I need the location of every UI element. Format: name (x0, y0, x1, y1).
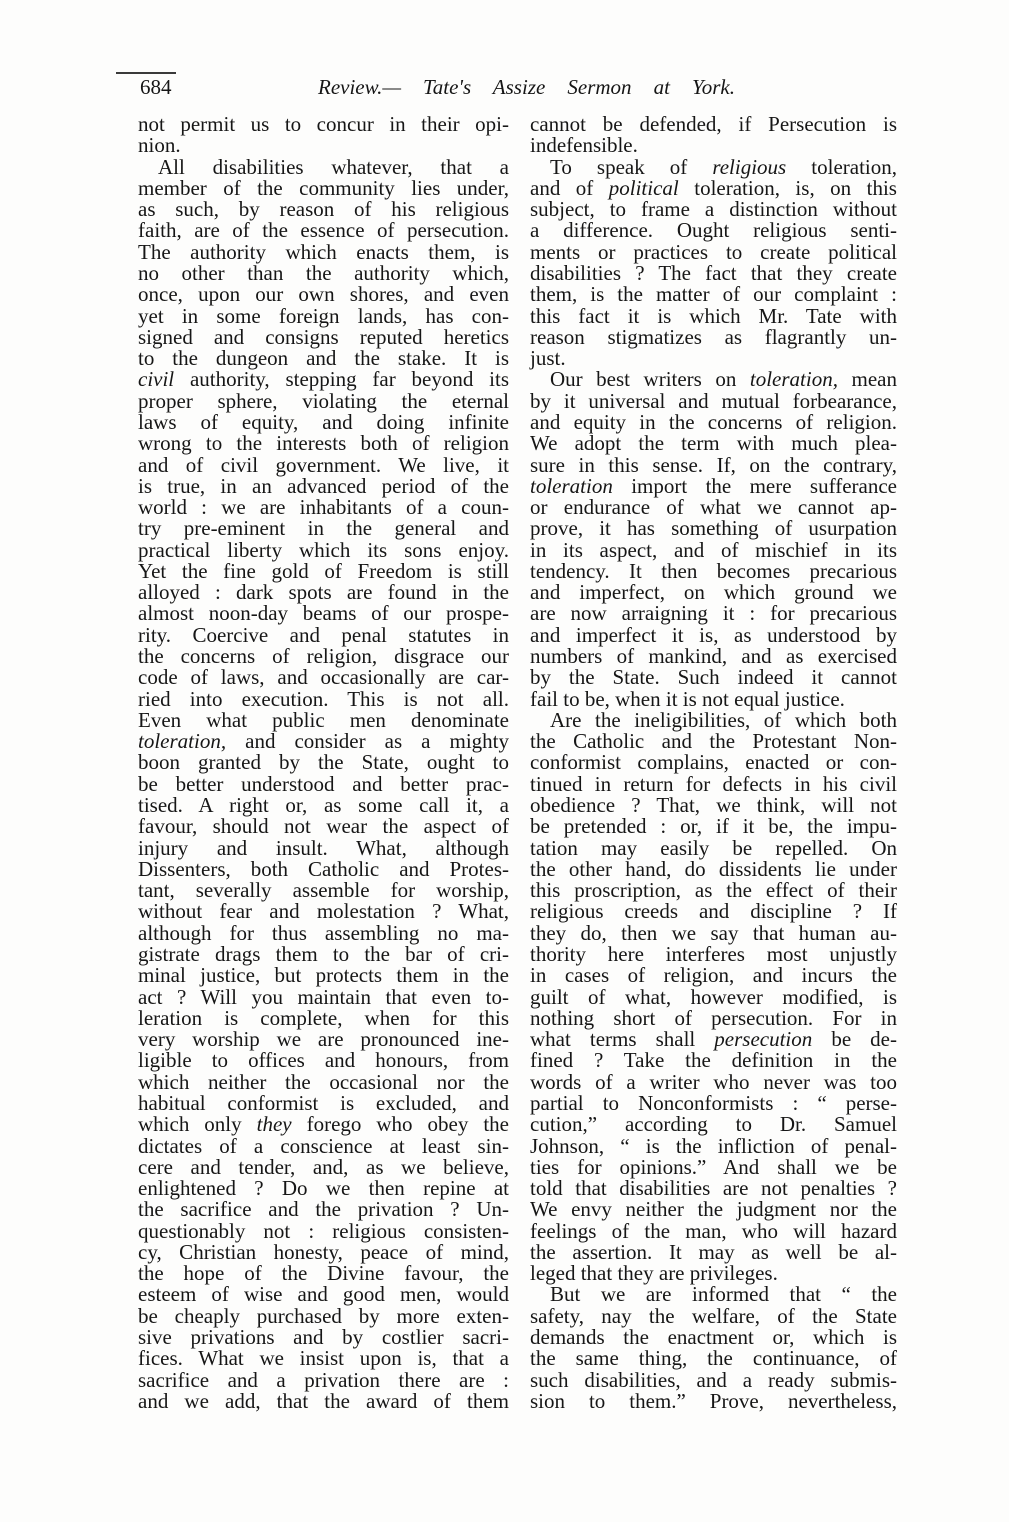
left-column (138, 114, 509, 1412)
text-run: Our best writers on (550, 367, 750, 392)
text-line: leged that they are privileges. (530, 1261, 778, 1286)
text-line: We adopt the term with much plea- (530, 431, 897, 456)
text-line: fined ? Take the definition in the (530, 1048, 897, 1073)
text-line: indefensible. (530, 133, 638, 158)
text-line: member of the community lies under, (138, 175, 509, 200)
text-line: guilt of what, however modified, is (530, 984, 897, 1009)
text-line: very worship we are pronounced ine- (138, 1027, 509, 1052)
italic-run: toleration, (749, 367, 838, 392)
text-run: and of (530, 175, 609, 200)
text-line: The authority which enacts them, is (138, 239, 509, 264)
text-line: as such, by reason of his religious (138, 197, 509, 222)
text-line: rity. Coercive and penal statutes in (138, 622, 509, 647)
text-line: reason stigmatizes as flagrantly un- (530, 324, 897, 349)
text-line: numbers of mankind, and as exercised (530, 644, 897, 669)
text-line: dictates of a conscience at least sin- (138, 1133, 509, 1158)
text-line: injury and insult. What, although (138, 835, 509, 860)
text-line (138, 1114, 509, 1135)
text-line: partial to Nonconformists : “ perse- (530, 1090, 897, 1115)
text-run: be de- (812, 1027, 897, 1052)
text-line: are now arraigning it : for precarious (530, 601, 897, 626)
text-line: Dissenters, both Catholic and Protes- (138, 856, 509, 881)
text-line: not permit us to concur in their opi- (138, 112, 509, 136)
text-line (530, 175, 897, 200)
text-line: enlightened ? Do we then repine at (138, 1176, 509, 1201)
page-number: 684 (140, 75, 172, 99)
text-line (530, 369, 897, 390)
text-line: although for thus assembling no ma- (138, 920, 509, 945)
text-line: conformist complains, enacted or con- (530, 750, 897, 775)
text-line: the assertion. It may as well be al- (530, 1239, 897, 1264)
text-line: almost noon-day beams of our prospe- (138, 601, 509, 626)
text-line: esteem of wise and good men, would (138, 1282, 509, 1307)
text-line: them, is the matter of our complaint : (530, 282, 897, 307)
text-line (530, 1029, 897, 1050)
text-line: is true, in an advanced period of the (138, 473, 509, 498)
text-line: safety, nay the welfare, of the State (530, 1303, 897, 1328)
italic-run: political (608, 175, 679, 200)
text-line: cution,” according to Dr. Samuel (530, 1112, 897, 1137)
text-line (530, 154, 897, 179)
text-line: the hope of the Divine favour, the (138, 1261, 509, 1286)
text-line: Johnson, “ is the infliction of penal- (530, 1133, 897, 1158)
paragraph (530, 707, 897, 1286)
text-line: proper sphere, violating the eternal (138, 388, 509, 413)
text-line: nothing short of persecution. For in (530, 1005, 897, 1030)
text-run: toleration, (786, 154, 897, 179)
text-run: and consider as a mighty (226, 729, 509, 754)
text-line: be pretended : or, if it be, the impu- (530, 814, 897, 839)
text-line: cannot be defended, if Persecution is (530, 112, 897, 136)
text-line: disabilities ? The fact that they create (530, 260, 897, 285)
italic-run: religious (712, 154, 787, 179)
text-line: once, upon our own shores, and even (138, 282, 509, 307)
text-line: be better understood and better prac- (138, 771, 509, 796)
text-line: laws of equity, and doing infinite (138, 409, 509, 434)
text-line: and imperfect it is, as understood by (530, 622, 897, 647)
text-line: ments or practices to create political (530, 239, 897, 264)
italic-run: they (256, 1112, 292, 1137)
text-line: just. (530, 346, 566, 371)
text-run: authority, stepping far beyond its (174, 367, 509, 392)
text-line: sacrifice and a privation there are : (138, 1367, 509, 1392)
text-line: a difference. Ought religious senti- (530, 218, 897, 243)
text-line: fices. What we insist upon is, that a (138, 1346, 509, 1371)
right-column (530, 114, 897, 1412)
text-line: fail to be, when it is not equal justice. (530, 686, 845, 711)
text-line: yet in some foreign lands, has con- (138, 303, 509, 328)
italic-run: toleration, (138, 729, 227, 754)
text-line: and we add, that the award of them (138, 1388, 509, 1413)
text-line: demands the enactment or, which is (530, 1325, 897, 1350)
text-line: ried into execution. This is not all. (138, 686, 509, 711)
text-line: by it universal and mutual forbearance, (530, 388, 897, 413)
text-line: world : we are inhabitants of a coun- (138, 495, 509, 520)
text-run: which only (138, 1112, 257, 1137)
text-line: questionably not : religious consisten- (138, 1218, 509, 1243)
text-line: prove, it has something of usurpation (530, 516, 897, 541)
text-line: and imperfect, on which ground we (530, 580, 897, 605)
text-line: signed and consigns reputed heretics (138, 324, 509, 349)
text-line: this fact it is which Mr. Tate with (530, 303, 897, 328)
text-line: words of a writer who never was too (530, 1069, 897, 1094)
text-run: toleration, is, on this (678, 175, 897, 200)
text-line: thority here interferes most unjustly (530, 941, 897, 966)
text-line: tendency. It then becomes precarious (530, 558, 897, 583)
text-line: they do, then we say that human au- (530, 920, 897, 945)
text-line: and equity in the concerns of religion. (530, 409, 897, 434)
paragraph (530, 369, 897, 710)
text-line: faith, are of the essence of persecution. (138, 218, 509, 243)
text-line: the other hand, do dissidents lie under (530, 856, 897, 881)
text-line: tinued in return for defects in his civil (530, 771, 897, 796)
text-line: told that disabilities are not penalties ? (530, 1176, 897, 1201)
text-line: or endurance of what we cannot ap- (530, 495, 897, 520)
text-line: and of civil government. We live, it (138, 452, 509, 477)
text-line: subject, to frame a distinction without (530, 197, 897, 222)
text-line: in cases of religion, and incurs the (530, 963, 897, 988)
text-line: nion. (138, 133, 181, 158)
text-line: be cheaply purchased by more exten- (138, 1303, 509, 1328)
text-line: to the dungeon and the stake. It is (138, 346, 509, 371)
text-line: cy, Christian honesty, peace of mind, (138, 1239, 509, 1264)
text-line: Yet the fine gold of Freedom is still (138, 558, 509, 583)
running-title: Review.— Tate's Assize Sermon at York. (318, 75, 735, 99)
text-line: feelings of the man, who will hazard (530, 1218, 897, 1243)
text-line: gistrate drags them to the bar of cri- (138, 941, 509, 966)
text-run: forego who obey the (291, 1112, 509, 1137)
paragraph (138, 114, 509, 157)
text-line: tation may easily be repelled. On (530, 835, 897, 860)
text-line: act ? Will you maintain that even to- (138, 984, 509, 1009)
paragraph (530, 1284, 897, 1412)
text-line: the Catholic and the Protestant Non- (530, 729, 897, 754)
text-run: mean (837, 367, 897, 392)
text-line: favour, should not wear the aspect of (138, 814, 509, 839)
text-line: the concerns of religion, disgrace our (138, 644, 509, 669)
text-line: minal justice, but protects them in the (138, 963, 509, 988)
text-line: We envy neither the judgment nor the (530, 1197, 897, 1222)
text-line (138, 731, 509, 752)
text-line: sive privations and by costlier sacri- (138, 1325, 509, 1350)
text-line: tised. A right or, as some call it, a (138, 793, 509, 817)
text-line: leration is complete, when for this (138, 1005, 509, 1030)
text-run: import the mere sufferance (612, 473, 897, 498)
text-line: But we are informed that “ the (550, 1282, 897, 1307)
paragraph (138, 154, 509, 1413)
text-line: which neither the occasional nor the (138, 1069, 509, 1094)
text-line: code of laws, and occasionally are car- (138, 665, 509, 690)
text-line: ligible to offices and honours, from (138, 1048, 509, 1073)
text-line: without fear and molestation ? What, (138, 899, 509, 924)
text-line (530, 473, 897, 498)
paragraph (530, 114, 897, 157)
header-rule (116, 72, 176, 74)
text-line: no other than the authority which, (138, 260, 509, 285)
text-line: boon granted by the State, ought to (138, 750, 509, 775)
text-line: All disabilities whatever, that a (158, 154, 509, 179)
text-line: wrong to the interests both of religion (138, 431, 509, 456)
text-line: Even what public men denominate (138, 707, 509, 732)
text-line: ties for opinions.” And shall we be (530, 1154, 897, 1179)
text-line: in its aspect, and of mischief in its (530, 537, 897, 562)
text-line: habitual conformist is excluded, and (138, 1090, 509, 1115)
text-line: practical liberty which its sons enjoy. (138, 537, 509, 562)
text-line: the sacrifice and the privation ? Un- (138, 1197, 509, 1222)
text-line: tant, severally assemble for worship, (138, 878, 509, 903)
italic-run: civil (138, 367, 175, 392)
text-line: by the State. Such indeed it cannot (530, 665, 897, 690)
text-line: sion to them.” Prove, nevertheless, (530, 1388, 897, 1413)
text-line: sure in this sense. If, on the contrary, (530, 452, 897, 477)
text-line: try pre-eminent in the general and (138, 516, 509, 541)
text-line: such disabilities, and a ready submis- (530, 1367, 897, 1392)
italic-run: persecution (714, 1027, 813, 1052)
text-run: To speak of (550, 154, 713, 179)
italic-run: toleration (530, 473, 613, 498)
text-run: what terms shall (530, 1027, 715, 1052)
text-line: the same thing, the continuance, of (530, 1346, 897, 1371)
text-line: this proscription, as the effect of their (530, 878, 897, 903)
text-line: alloyed : dark spots are found in the (138, 580, 509, 605)
text-line (138, 369, 509, 390)
text-line: religious creeds and discipline ? If (530, 899, 897, 924)
paragraph (530, 154, 897, 371)
text-line: Are the ineligibilities, of which both (550, 707, 897, 732)
text-line: cere and tender, and, as we believe, (138, 1154, 509, 1179)
text-line: obedience ? That, we think, will not (530, 793, 897, 817)
